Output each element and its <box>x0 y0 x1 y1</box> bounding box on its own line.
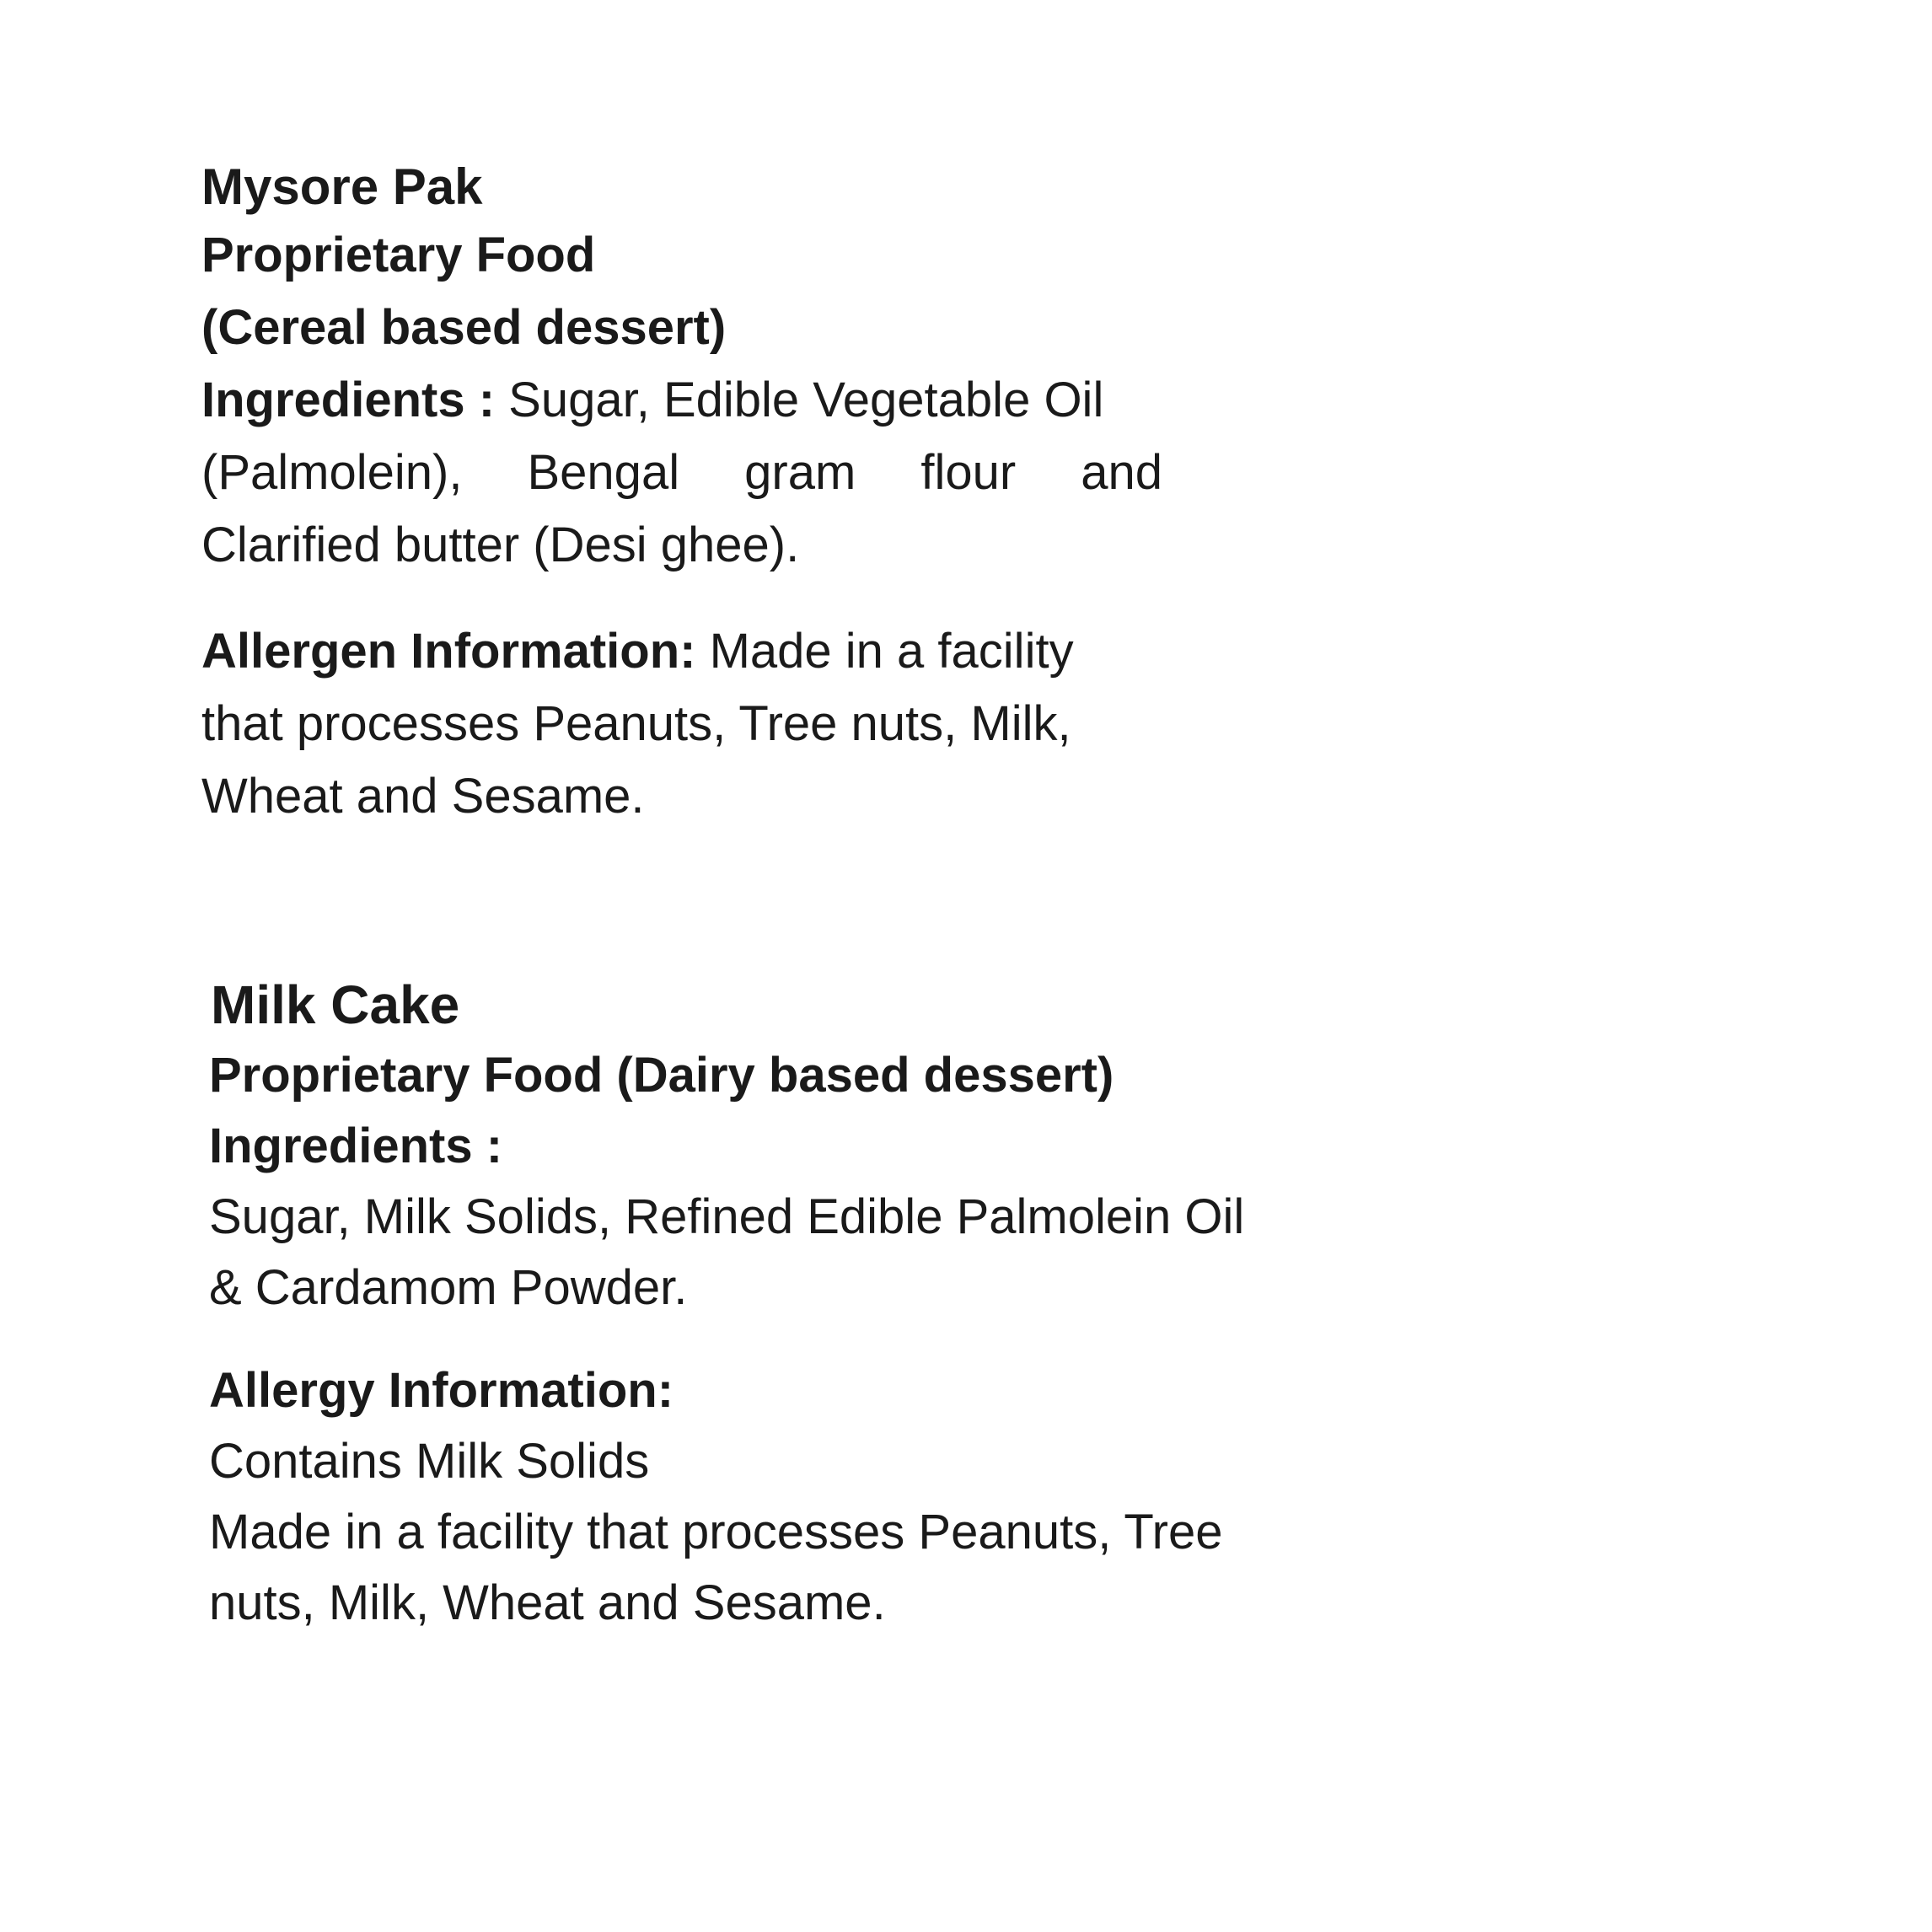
milk-cake-title: Milk Cake <box>211 974 460 1035</box>
mysore-pak-allergen-text-1: Made in a facility <box>709 624 1074 679</box>
mysore-pak-ingredients-word: gram <box>744 445 856 500</box>
milk-cake-ingredients-line-1: Sugar, Milk Solids, Refined Edible Palmolein Oil <box>209 1189 1245 1244</box>
mysore-pak-ingredients-line-3: Clarified butter (Desi ghee). <box>201 518 800 572</box>
mysore-pak-allergen-line-2: that processes Peanuts, Tree nuts, Milk, <box>201 696 1071 751</box>
mysore-pak-allergen-label: Allergen Information: <box>201 624 696 679</box>
mysore-pak-title: Mysore Pak <box>201 158 483 215</box>
milk-cake-allergy-line-1: Contains Milk Solids <box>209 1434 650 1489</box>
mysore-pak-ingredients-text-1: Sugar, Edible Vegetable Oil <box>508 373 1104 427</box>
mysore-pak-category: Proprietary Food <box>201 228 596 282</box>
mysore-pak-ingredients-word: and <box>1081 445 1162 500</box>
milk-cake-allergy-label: Allergy Information: <box>209 1363 674 1418</box>
mysore-pak-allergen-line-1 <box>201 615 1162 688</box>
mysore-pak-ingredients-word: (Palmolein), <box>201 445 463 500</box>
mysore-pak-ingredients-word: flour <box>920 445 1017 500</box>
milk-cake-section <box>209 969 1473 1639</box>
mysore-pak-subcategory: (Cereal based dessert) <box>201 300 727 355</box>
spacer <box>201 582 1162 615</box>
milk-cake-category: Proprietary Food (Dairy based dessert) <box>209 1048 1114 1103</box>
mysore-pak-section <box>201 155 1162 833</box>
milk-cake-ingredients-line-2: & Cardamom Powder. <box>209 1260 688 1315</box>
mysore-pak-ingredients-line-2 <box>201 437 1162 509</box>
milk-cake-allergy-line-3: nuts, Milk, Wheat and Sesame. <box>209 1575 886 1630</box>
milk-cake-ingredients-label: Ingredients : <box>209 1119 503 1173</box>
mysore-pak-allergen-line-3: Wheat and Sesame. <box>201 769 645 824</box>
milk-cake-allergy-line-2: Made in a facility that processes Peanuts, Tree <box>209 1505 1223 1559</box>
spacer <box>209 1323 1473 1355</box>
mysore-pak-ingredients-label: Ingredients : <box>201 373 496 427</box>
mysore-pak-ingredients-word: Bengal <box>527 445 680 500</box>
mysore-pak-ingredients-line-1 <box>201 364 1162 437</box>
